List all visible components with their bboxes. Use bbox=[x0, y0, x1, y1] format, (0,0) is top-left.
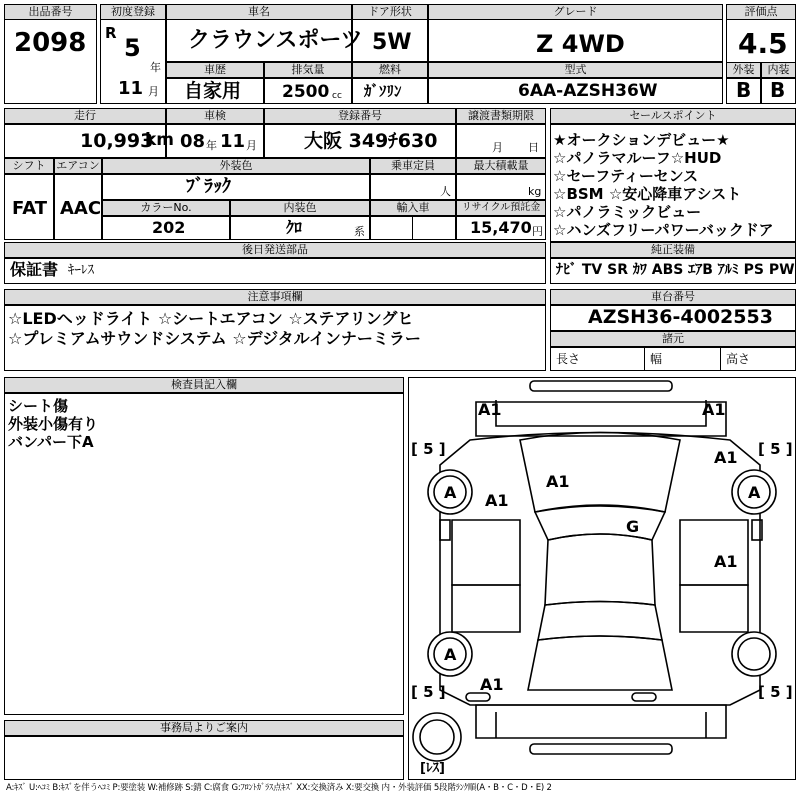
lamp-right bbox=[632, 693, 656, 701]
rear-bumper-inner bbox=[496, 712, 706, 738]
mark-roof: G bbox=[626, 517, 640, 536]
mark-rear-left: A1 bbox=[480, 675, 504, 694]
fuel-label: 燃料 bbox=[352, 62, 428, 78]
equipment: ﾅﾋﾞ TV SR ｶﾜ ABS ｴｱB ｱﾙﾐ PS PW bbox=[556, 262, 795, 278]
mark-tire-fr: A bbox=[748, 483, 761, 502]
height-label: 高さ bbox=[726, 352, 751, 366]
inspector-line: バンパー下A bbox=[8, 433, 94, 451]
color-label: 外装色 bbox=[102, 158, 370, 174]
length-label: 長さ bbox=[556, 352, 581, 366]
notes-label: 注意事項欄 bbox=[4, 289, 546, 305]
fuel: ｶﾞｿﾘﾝ bbox=[364, 82, 402, 100]
inspect-year-unit: 年 bbox=[206, 139, 217, 152]
roof bbox=[545, 534, 655, 605]
inspector-line: 外装小傷有り bbox=[8, 415, 99, 433]
chassis-label: 車台番号 bbox=[550, 289, 796, 305]
notes-line: ☆LEDヘッドライト ☆シートエアコン ☆ステアリングヒ bbox=[8, 309, 414, 328]
interior-label: 内装色 bbox=[230, 200, 370, 216]
displacement: 2500 bbox=[282, 82, 330, 102]
model: 6AA-AZSH36W bbox=[518, 81, 658, 101]
hood bbox=[520, 433, 680, 513]
sales-label: セールスポイント bbox=[550, 108, 796, 124]
later-part-2: ｷｰﾚｽ bbox=[68, 263, 94, 278]
inspect-month-unit: 月 bbox=[246, 139, 257, 152]
reg-year-unit: 年 bbox=[150, 61, 161, 74]
inspect-label: 車検 bbox=[166, 108, 264, 124]
dims-label: 諸元 bbox=[550, 331, 796, 347]
left-door-rear bbox=[452, 585, 520, 632]
load-label: 最大積載量 bbox=[456, 158, 546, 174]
spare-label: [ﾚｽ] bbox=[420, 761, 445, 776]
mark-tire-fl: A bbox=[444, 483, 457, 502]
ac-label: エアコン bbox=[54, 158, 102, 174]
score-label: 評価点 bbox=[726, 4, 796, 20]
recycle-unit: 円 bbox=[532, 225, 543, 238]
history-label: 車歴 bbox=[166, 62, 264, 78]
recycle-label: リサイクル預託金 bbox=[456, 200, 546, 216]
reg-era: R bbox=[105, 24, 117, 42]
door-type: 5W bbox=[372, 30, 412, 55]
transfer-month-unit: 月 bbox=[492, 141, 503, 154]
sales-point: ☆ハンズフリーパワーバックドア bbox=[553, 221, 774, 239]
shift: FAT bbox=[12, 198, 48, 219]
reg-month-unit: 月 bbox=[148, 85, 159, 98]
sales-point: ☆セーフティーセンス bbox=[553, 167, 699, 185]
ext-grade: B bbox=[736, 78, 752, 102]
trunk bbox=[528, 636, 672, 690]
history: 自家用 bbox=[184, 80, 242, 102]
car-name: クラウンスポーツ bbox=[188, 28, 363, 53]
color: ﾌﾞﾗｯｸ bbox=[186, 176, 231, 197]
ext-label: 外装 bbox=[726, 62, 761, 78]
later-part: 保証書 bbox=[10, 260, 59, 279]
mileage-label: 走行 bbox=[4, 108, 166, 124]
inspector-line: シート傷 bbox=[8, 397, 69, 415]
rear-bumper bbox=[476, 705, 726, 738]
tread-rr: [ 5 ] bbox=[758, 683, 793, 701]
int-label: 内装 bbox=[761, 62, 796, 78]
mark-front-left: A1 bbox=[478, 400, 502, 419]
mark-door-right: A1 bbox=[714, 552, 738, 571]
car-name-label: 車名 bbox=[166, 4, 352, 20]
interior-unit: 系 bbox=[354, 225, 365, 238]
tread-fl: [ 5 ] bbox=[411, 440, 446, 458]
equipment-label: 純正装備 bbox=[550, 242, 796, 258]
inspect-month: 11 bbox=[220, 131, 246, 152]
transfer-day-unit: 日 bbox=[528, 141, 539, 154]
int-grade: B bbox=[770, 78, 786, 102]
score: 4.5 bbox=[738, 27, 788, 60]
mark-fender-right: A1 bbox=[714, 448, 738, 467]
rear-window bbox=[538, 602, 662, 641]
lot-number: 2098 bbox=[14, 28, 87, 58]
grade-label: グレード bbox=[428, 4, 723, 20]
mirror-left bbox=[440, 520, 450, 540]
door-label: ドア形状 bbox=[352, 4, 428, 20]
front-bumper-inner bbox=[496, 400, 706, 426]
later-label: 後日発送部品 bbox=[4, 242, 546, 258]
grade: Z 4WD bbox=[536, 30, 625, 58]
disp-unit: cc bbox=[332, 91, 342, 101]
model-label: 型式 bbox=[428, 62, 723, 78]
reg-month: 11 bbox=[118, 78, 144, 99]
tread-fr: [ 5 ] bbox=[758, 440, 793, 458]
capacity-label: 乗車定員 bbox=[370, 158, 456, 174]
recycle: 15,470 bbox=[470, 218, 532, 237]
width-label: 幅 bbox=[650, 352, 663, 366]
mileage: 10,993 bbox=[80, 130, 154, 152]
reg-label: 初度登録 bbox=[100, 4, 166, 20]
disp-label: 排気量 bbox=[264, 62, 352, 78]
plate-label: 登録番号 bbox=[264, 108, 456, 124]
left-door-front bbox=[452, 520, 520, 585]
rear-step bbox=[530, 744, 672, 754]
interior-color: ｸﾛ bbox=[286, 218, 303, 237]
plate: 大阪 349ﾁ630 bbox=[304, 130, 438, 152]
color-no-label: カラーNo. bbox=[102, 200, 230, 216]
color-no: 202 bbox=[152, 218, 186, 237]
shift-label: シフト bbox=[4, 158, 54, 174]
lamp-left bbox=[466, 693, 490, 701]
transfer-label: 譲渡書類期限 bbox=[456, 108, 546, 124]
mileage-unit: km bbox=[145, 130, 175, 150]
sales-point: ★オークションデビュー★ bbox=[553, 131, 730, 149]
import-label: 輸入車 bbox=[370, 200, 456, 216]
mark-fender-left: A1 bbox=[485, 491, 509, 510]
office-label: 事務局よりご案内 bbox=[4, 720, 404, 736]
notes-line: ☆プレミアムサウンドシステム ☆デジタルインナーミラー bbox=[8, 329, 421, 348]
chassis-number: AZSH36-4002553 bbox=[588, 306, 773, 328]
sales-point: ☆BSM ☆安心降車アシスト bbox=[553, 185, 742, 203]
mark-tire-rl: A bbox=[444, 645, 457, 664]
mark-front-right: A1 bbox=[702, 400, 726, 419]
lot-label: 出品番号 bbox=[4, 4, 97, 20]
mark-hood: A1 bbox=[546, 472, 570, 491]
capacity-unit: 人 bbox=[440, 185, 451, 198]
right-door-rear bbox=[680, 585, 748, 632]
sales-point: ☆パノラミックビュー bbox=[553, 203, 702, 221]
ac: AAC bbox=[60, 198, 102, 219]
reg-year: 5 bbox=[124, 34, 141, 62]
sales-point: ☆パノラマルーフ☆HUD bbox=[553, 149, 722, 167]
body-outline bbox=[440, 433, 760, 706]
inspect-year: 08 bbox=[180, 131, 206, 152]
front-bumper-body bbox=[476, 402, 726, 436]
legend: A:ｷｽﾞ U:ﾍｺﾐ B:ｷｽﾞを伴うﾍｺﾐ P:要塗装 W:補修跡 S:錆 C:腐食 G:ﾌﾛﾝﾄｶﾞﾗｽ点ｷｽﾞ XX:交換済み X:要交換 内・外装評価 5段階ﾗﾝｸ順(A・B・C・D・E) 2 bbox=[6, 783, 552, 793]
tread-rl: [ 5 ] bbox=[411, 683, 446, 701]
load-unit: kg bbox=[528, 185, 542, 198]
inspector-label: 検査員記入欄 bbox=[4, 377, 404, 393]
front-bumper bbox=[530, 381, 672, 391]
